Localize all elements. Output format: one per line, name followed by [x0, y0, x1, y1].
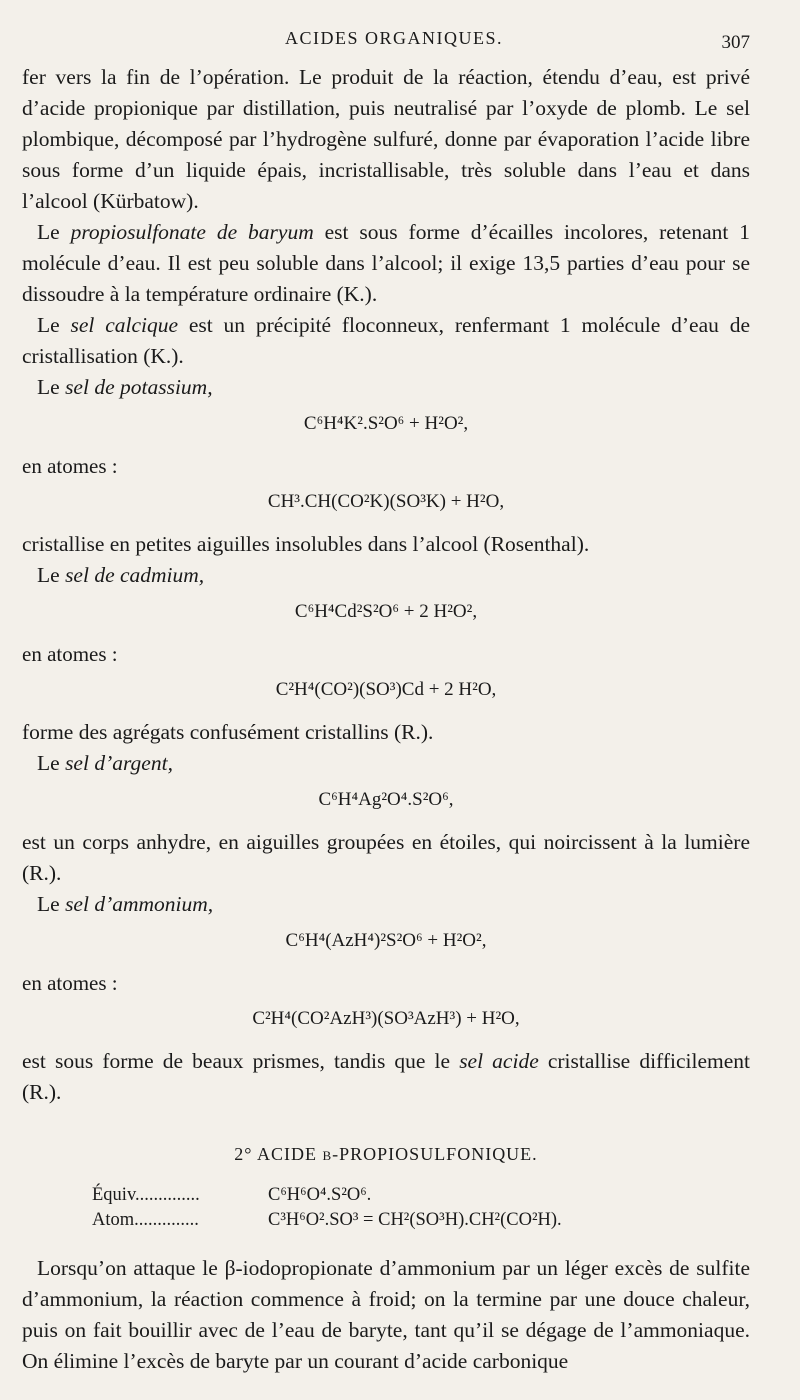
equiv-label: Équiv.............. — [92, 1185, 200, 1205]
term-sel-calcique: sel calcique — [70, 313, 179, 337]
formula-argent: C⁶H⁴Ag²O⁴.S²O⁶, — [318, 789, 454, 810]
term-propiosulfonate-baryum: propiosulfonate de baryum — [70, 220, 314, 244]
equiv-row — [22, 1183, 750, 1208]
label-en-atomes: en atomes : — [22, 454, 118, 478]
running-title: ACIDES ORGANIQUES. — [285, 28, 504, 48]
formula-potassium-equiv: C⁶H⁴K².S²O⁶ + H²O², — [303, 413, 469, 434]
label-en-atomes: en atomes : — [22, 971, 118, 995]
term-sel-argent: sel d’argent, — [65, 751, 173, 775]
ammonium-intro: Le sel d’ammonium, — [37, 892, 214, 916]
term-sel-potassium: sel de potassium, — [65, 375, 213, 399]
atom-row — [22, 1208, 750, 1233]
term-sel-acide: sel acide — [459, 1049, 539, 1073]
equiv-value: C⁶H⁶O⁴.S²O⁶. — [268, 1185, 372, 1205]
page-body — [22, 62, 750, 1377]
formula-potassium-atom: CH³.CH(CO²K)(SO³K) + H²O, — [267, 491, 505, 512]
cadmium-intro: Le sel de cadmium, — [37, 563, 205, 587]
formula-cadmium-atom: C²H⁴(CO²)(SO³)Cd + 2 H²O, — [275, 679, 497, 700]
term-sel-cadmium: sel de cadmium, — [65, 563, 205, 587]
atom-value: C³H⁶O².SO³ = CH²(SO³H).CH²(CO²H). — [268, 1210, 562, 1230]
section-title: 2° ACIDE β-PROPIOSULFONIQUE. — [234, 1144, 538, 1164]
paragraph-preparation: Lorsqu’on attaque le β-iodopropionate d’ammonium par un léger excès de sulfite d’ammonium, la réaction commence à froid; on la termine par une douce chaleur, puis on fait bouillir avec de l’eau de baryte, tant qu’il se dégage de l’ammoniaque. On élimine l’excès de baryte par un courant d’acide carbonique — [22, 1256, 750, 1373]
label-en-atomes: en atomes : — [22, 642, 118, 666]
formula-ammonium-atom: C²H⁴(CO²AzH³)(SO³AzH³) + H²O, — [252, 1008, 520, 1029]
potassium-intro: Le sel de potassium, — [37, 375, 213, 399]
paragraph-baryum: Le propiosulfonate de baryum est sous forme d’écailles incolores, retenant 1 molécule d’eau. Il est peu soluble dans l’alcool; il exige 13,5 parties d’eau pour se dissoudre à la température ordinaire (K.). — [22, 220, 750, 306]
formula-table — [22, 1183, 750, 1233]
term-sel-ammonium: sel d’ammonium, — [65, 892, 214, 916]
argent-description: est un corps anhydre, en aiguilles groupées en étoiles, qui noircissent à la lumière (R.). — [22, 830, 750, 885]
formula-ammonium-equiv: C⁶H⁴(AzH⁴)²S²O⁶ + H²O², — [285, 930, 487, 951]
cadmium-description: forme des agrégats confusément cristallins (R.). — [22, 720, 434, 744]
paragraph-intro: fer vers la fin de l’opération. Le produit de la réaction, étendu d’eau, est privé d’acide propionique par distillation, puis neutralisé par l’oxyde de plomb. Le sel plombique, décomposé par l’hydrogène sulfuré, donne par évaporation l’acide libre sous forme d’un liquide épais, incristallisable, très soluble dans l’eau et dans l’alcool (Kürbatow). — [22, 65, 750, 213]
argent-intro: Le sel d’argent, — [37, 751, 173, 775]
formula-cadmium-equiv: C⁶H⁴Cd²S²O⁶ + 2 H²O², — [294, 601, 478, 622]
ammonium-description: est sous forme de beaux prismes, tandis que le sel acide cristallise difficilement (R.). — [22, 1049, 750, 1104]
atom-label: Atom.............. — [92, 1210, 199, 1230]
paragraph-calcique: Le sel calcique est un précipité floconneux, renfermant 1 molécule d’eau de cristallisation (K.). — [22, 313, 750, 368]
page-number: 307 — [721, 32, 750, 53]
page-header — [0, 28, 800, 58]
potassium-description: cristallise en petites aiguilles insolubles dans l’alcool (Rosenthal). — [22, 532, 590, 556]
